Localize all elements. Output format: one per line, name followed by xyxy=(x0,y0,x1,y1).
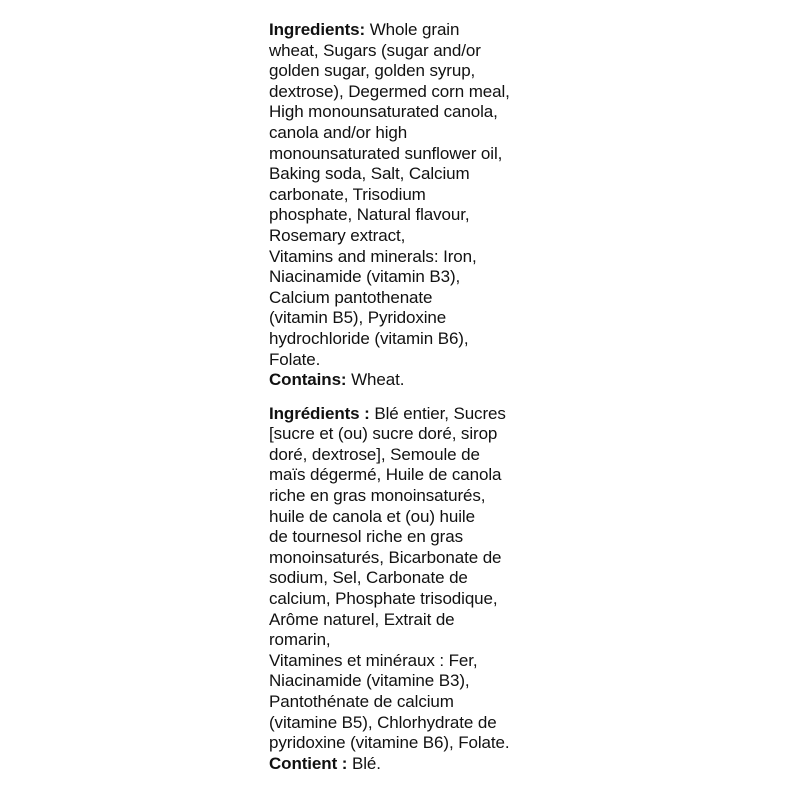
english-first-line xyxy=(269,20,569,41)
french-line: doré, dextrose], Semoule de xyxy=(269,444,480,464)
french-line: Pantothénate de calcium xyxy=(269,692,454,711)
french-contains-label: Contient : xyxy=(269,753,348,773)
french-line: sodium, Sel, Carbonate de xyxy=(269,568,468,588)
ingredients-label xyxy=(269,20,569,774)
french-heading: Ingrédients : xyxy=(269,403,370,423)
section-spacer xyxy=(269,391,569,404)
french-line: romarin, xyxy=(269,630,331,650)
english-line: Calcium pantothenate xyxy=(269,287,433,307)
english-line: golden sugar, golden syrup, xyxy=(269,61,476,81)
french-contains-value: Blé. xyxy=(347,753,381,773)
english-contains-value: Wheat. xyxy=(346,370,405,390)
french-line: maïs dégermé, Huile de canola xyxy=(269,465,502,485)
english-line: Niacinamide (vitamin B3), xyxy=(269,267,461,287)
french-first-line xyxy=(269,404,569,425)
english-contains-label: Contains: xyxy=(269,370,347,390)
english-line: canola and/or high xyxy=(269,122,408,142)
french-line: de tournesol riche en gras xyxy=(269,527,463,547)
english-line: Baking soda, Salt, Calcium xyxy=(269,164,470,184)
french-line: riche en gras monoinsaturés, xyxy=(269,486,486,506)
french-line: calcium, Phosphate trisodique, xyxy=(269,589,498,609)
english-line: phosphate, Natural flavour, xyxy=(269,205,470,225)
english-line: hydrochloride (vitamin B6), xyxy=(269,328,469,348)
english-ingredients-section xyxy=(269,20,569,391)
french-line: pyridoxine (vitamine B6), Folate. xyxy=(269,733,510,753)
english-first-line-text: Whole grain xyxy=(365,20,460,39)
english-line: Vitamins and minerals: Iron, xyxy=(269,246,477,266)
french-line: huile de canola et (ou) huile xyxy=(269,506,475,526)
french-first-line-text: Blé entier, Sucres xyxy=(369,403,506,423)
french-line: Arôme naturel, Extrait de xyxy=(269,609,455,629)
french-contains-line xyxy=(269,754,569,775)
english-line: High monounsaturated canola, xyxy=(269,102,498,122)
french-line: (vitamine B5), Chlorhydrate de xyxy=(269,712,497,732)
french-line: Vitamines et minéraux : Fer, xyxy=(269,650,478,670)
english-line: monounsaturated sunflower oil, xyxy=(269,143,503,163)
french-line: [sucre et (ou) sucre doré, sirop xyxy=(269,424,498,444)
english-line: Rosemary extract, xyxy=(269,225,406,245)
english-line: wheat, Sugars (sugar and/or xyxy=(269,40,481,60)
english-heading: Ingredients: xyxy=(269,20,366,39)
english-line: carbonate, Trisodium xyxy=(269,184,426,204)
english-contains-line xyxy=(269,370,569,391)
english-line: Folate. xyxy=(269,349,321,369)
english-line: dextrose), Degermed corn meal, xyxy=(269,81,510,101)
french-line: Niacinamide (vitamine B3), xyxy=(269,671,470,691)
french-line: monoinsaturés, Bicarbonate de xyxy=(269,547,502,567)
english-line: (vitamin B5), Pyridoxine xyxy=(269,308,447,328)
french-ingredients-section xyxy=(269,404,569,775)
